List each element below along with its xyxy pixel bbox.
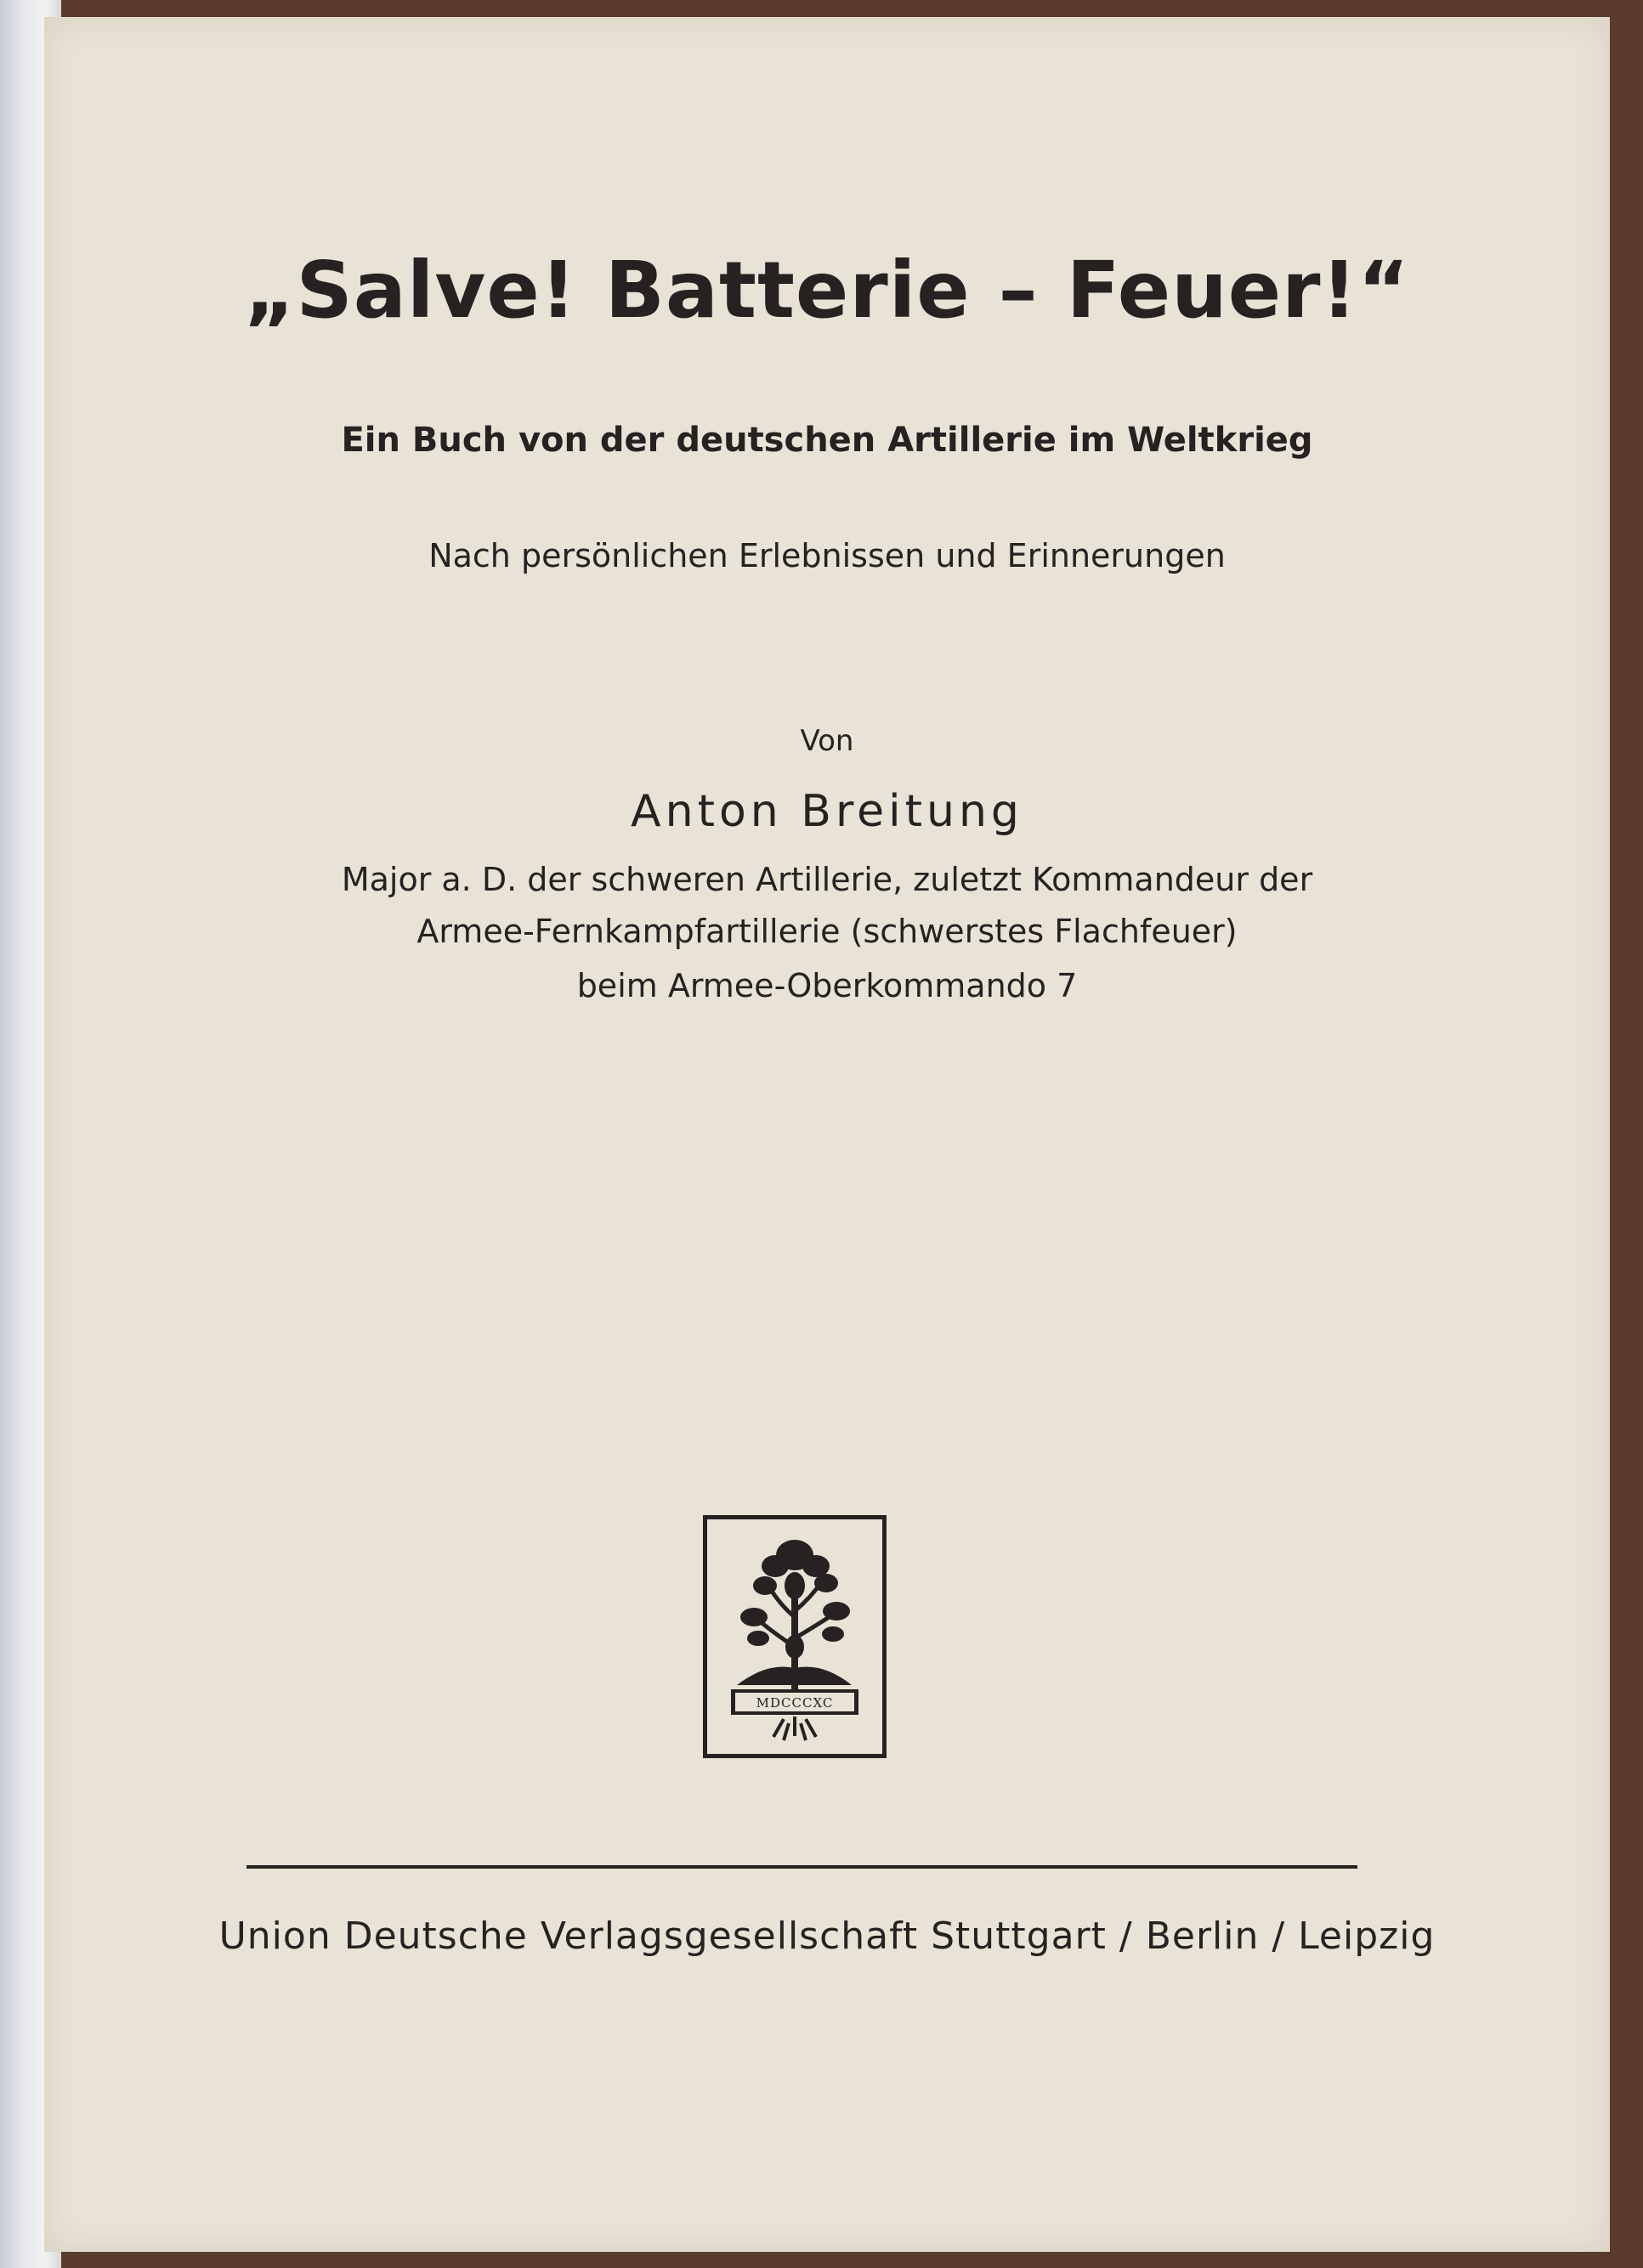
- author-description-line: beim Armee-Oberkommando 7: [576, 967, 1078, 1004]
- book-subtitle-secondary: Nach persönlichen Erlebnissen und Erinnerungen: [428, 537, 1226, 574]
- book-title: „Salve! Batterie – Feuer!“: [244, 245, 1410, 336]
- publisher-mark-text: MDCCCXC: [756, 1695, 834, 1711]
- book-subtitle: Ein Buch von der deutschen Artillerie im Weltkrieg: [341, 421, 1313, 460]
- divider-rule: [246, 1865, 1357, 1869]
- publisher-mark-logo: [703, 1515, 887, 1758]
- publisher-imprint: Union Deutsche Verlagsgesellschaft Stuttgart / Berlin / Leipzig: [218, 1915, 1436, 1958]
- byline-prefix: Von: [800, 724, 854, 758]
- title-page: [44, 17, 1610, 2252]
- author-description-line: Armee-Fernkampfartillerie (schwerstes Flachfeuer): [416, 913, 1238, 950]
- author-description-line: Major a. D. der schweren Artillerie, zuletzt Kommandeur der: [341, 861, 1313, 898]
- tree-emblem-icon: [707, 1519, 882, 1754]
- author-name: Anton Breitung: [631, 786, 1023, 837]
